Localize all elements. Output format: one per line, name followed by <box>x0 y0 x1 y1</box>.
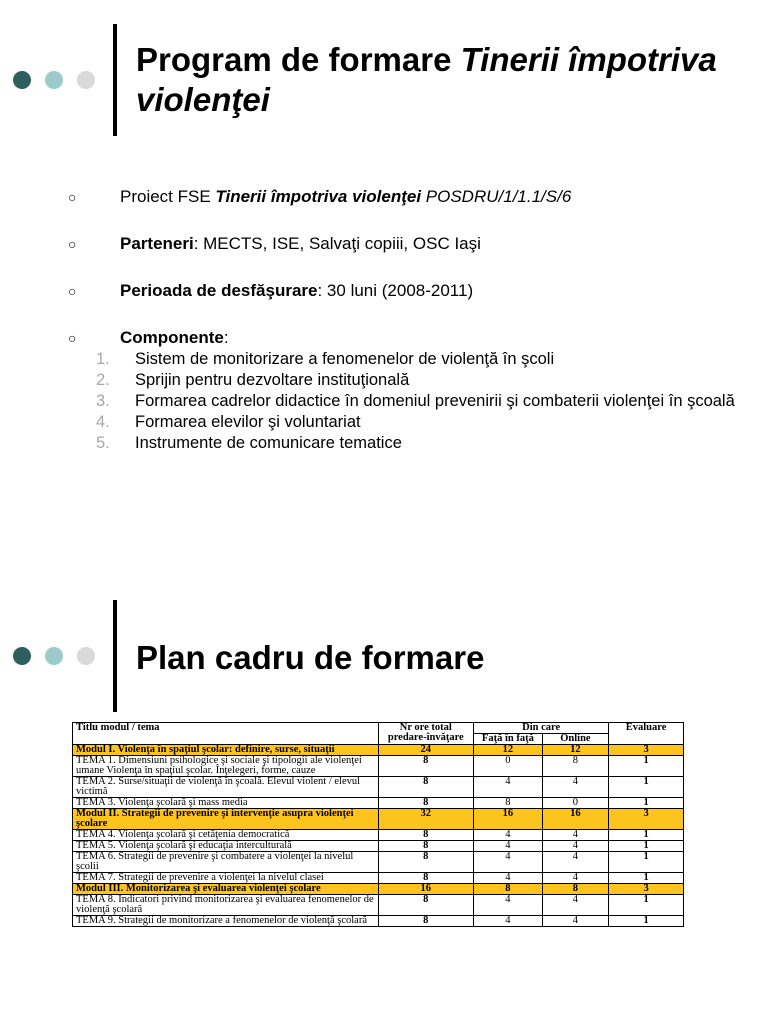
cell-total: 8 <box>378 798 474 809</box>
cell-eval: 1 <box>609 841 684 852</box>
cell-title: TEMA 3. Violenţa şcolară şi mass media <box>73 798 379 809</box>
bullet-project: ○ Proiect FSE Tinerii împotriva violenţei POSDRU/1/1.1/S/6 <box>68 187 572 206</box>
table-row <box>73 756 684 777</box>
bullet-components: ○ Componente: 1. Sistem de monitorizare a fenomenelor de violenţă în şcoli 2. Sprijin pentru dezvoltare instituţională 3. Formarea cadrelor didactice în domeniul prevenirii şi combaterii violenţei în şcoală 4. Formarea elevilor şi voluntariat 5. Instrumente de comunicare tematice <box>68 327 748 454</box>
cell-eval: 1 <box>609 895 684 916</box>
cell-title: TEMA 2. Surse/situaţii de violenţă în şcoală. Elevul violent / elevul victimă <box>73 777 379 798</box>
title-italic: Tinerii împotriva violenţei <box>136 41 717 118</box>
slide-plan-cadru <box>0 560 768 1024</box>
table-row <box>73 841 684 852</box>
dot-dark <box>13 647 31 665</box>
cell-eval: 3 <box>609 745 684 756</box>
cell-title: TEMA 1. Dimensiuni psihologice şi sociale şi tipologii ale violenţei umane Violenţa în spaţiul şcolar. Înţelegeri, forme, cauze <box>73 756 379 777</box>
table-body <box>73 745 684 927</box>
cell-online: 4 <box>542 830 609 841</box>
component-item: 5. Instrumente de comunicare tematice <box>96 434 402 452</box>
cell-eval: 1 <box>609 873 684 884</box>
cell-online: 4 <box>542 916 609 927</box>
dot-gray <box>77 71 95 89</box>
bullet-circle-icon: ○ <box>68 236 77 252</box>
cell-eval: 1 <box>609 916 684 927</box>
cell-fata: 4 <box>474 830 543 841</box>
header-fata: Faţă în faţă <box>474 734 543 745</box>
cell-title: TEMA 8. Indicatori privind monitorizarea şi evaluarea fenomenelor de violenţă şcolară <box>73 895 379 916</box>
cell-online: 4 <box>542 841 609 852</box>
dot-light <box>45 647 63 665</box>
cell-total: 8 <box>378 777 474 798</box>
cell-online: 4 <box>542 777 609 798</box>
cell-eval: 1 <box>609 830 684 841</box>
dot-light <box>45 71 63 89</box>
cell-total: 32 <box>378 809 474 830</box>
cell-eval: 1 <box>609 852 684 873</box>
table-row <box>73 852 684 873</box>
cell-eval: 3 <box>609 884 684 895</box>
cell-fata: 12 <box>474 745 543 756</box>
cell-online: 12 <box>542 745 609 756</box>
components-list <box>68 349 748 454</box>
title-plain: Program de formare <box>136 41 461 78</box>
bullet-partners: ○ Parteneri: MECTS, ISE, Salvaţi copiii, OSC Iaşi <box>68 234 481 253</box>
cell-online: 4 <box>542 895 609 916</box>
component-item: 3. Formarea cadrelor didactice în domeniul prevenirii şi combaterii violenţei în şcoală <box>96 392 735 410</box>
training-plan-table <box>72 722 684 927</box>
cell-title: TEMA 9. Strategii de monitorizare a fenomenelor de violenţă şcolară <box>73 916 379 927</box>
bullet-circle-icon: ○ <box>68 283 77 299</box>
cell-fata: 4 <box>474 916 543 927</box>
dot-dark <box>13 71 31 89</box>
cell-eval: 1 <box>609 798 684 809</box>
cell-fata: 4 <box>474 841 543 852</box>
cell-title: Modul I. Violenţa în spaţiul şcolar: definire, surse, situaţii <box>73 745 379 756</box>
component-item: 1. Sistem de monitorizare a fenomenelor de violenţă în şcoli <box>96 350 555 368</box>
table-header-row <box>73 723 684 734</box>
slide-title: Plan cadru de formare <box>136 639 485 676</box>
cell-title: TEMA 4. Violenţa şcolară şi cetăţenia democratică <box>73 830 379 841</box>
cell-online: 0 <box>542 798 609 809</box>
cell-total: 8 <box>378 852 474 873</box>
cell-online: 8 <box>542 756 609 777</box>
bullet-period: ○ Perioada de desfăşurare: 30 luni (2008-2011) <box>68 281 474 300</box>
slide-decoration-dots <box>13 71 95 89</box>
header-dincare: Din care <box>474 723 609 734</box>
cell-eval: 1 <box>609 777 684 798</box>
cell-fata: 8 <box>474 798 543 809</box>
cell-total: 8 <box>378 830 474 841</box>
cell-online: 4 <box>542 852 609 873</box>
module-row <box>73 745 684 756</box>
cell-fata: 0 <box>474 756 543 777</box>
slide-decoration-dots <box>13 647 95 665</box>
cell-total: 8 <box>378 916 474 927</box>
component-item: 4. Formarea elevilor şi voluntariat <box>96 413 361 431</box>
bullet-list <box>68 186 748 454</box>
header-total: Nr ore total predare-învăţare <box>378 723 474 745</box>
table-row <box>73 916 684 927</box>
cell-total: 24 <box>378 745 474 756</box>
cell-total: 8 <box>378 873 474 884</box>
table-row <box>73 777 684 798</box>
table-row <box>73 873 684 884</box>
bullet-circle-icon: ○ <box>68 189 77 205</box>
module-row <box>73 884 684 895</box>
cell-fata: 4 <box>474 777 543 798</box>
cell-online: 8 <box>542 884 609 895</box>
cell-title: TEMA 7. Strategii de prevenire a violenţei la nivelul clasei <box>73 873 379 884</box>
cell-title: Modul III. Monitorizarea şi evaluarea violenţei şcolare <box>73 884 379 895</box>
cell-eval: 3 <box>609 809 684 830</box>
cell-fata: 4 <box>474 873 543 884</box>
table-row <box>73 830 684 841</box>
cell-online: 4 <box>542 873 609 884</box>
header-eval: Evaluare <box>609 723 684 745</box>
title-divider <box>113 24 117 136</box>
bullet-circle-icon: ○ <box>68 330 77 346</box>
slide-title <box>136 40 756 120</box>
table-row <box>73 895 684 916</box>
module-row <box>73 809 684 830</box>
cell-title: TEMA 6. Strategii de prevenire şi combatere a violenţei la nivelul şcolii <box>73 852 379 873</box>
cell-total: 16 <box>378 884 474 895</box>
cell-online: 16 <box>542 809 609 830</box>
cell-fata: 4 <box>474 852 543 873</box>
cell-total: 8 <box>378 841 474 852</box>
table-row <box>73 798 684 809</box>
dot-gray <box>77 647 95 665</box>
header-title: Titlu modul / tema <box>73 723 379 745</box>
component-item: 2. Sprijin pentru dezvoltare instituţională <box>96 371 410 389</box>
cell-fata: 8 <box>474 884 543 895</box>
cell-total: 8 <box>378 895 474 916</box>
cell-fata: 4 <box>474 895 543 916</box>
cell-eval: 1 <box>609 756 684 777</box>
cell-total: 8 <box>378 756 474 777</box>
cell-fata: 16 <box>474 809 543 830</box>
header-online: Online <box>542 734 609 745</box>
title-divider <box>113 600 117 712</box>
cell-title: TEMA 5. Violenţa şcolară şi educaţia interculturală <box>73 841 379 852</box>
cell-title: Modul II. Strategii de prevenire şi intervenţie asupra violenţei şcolare <box>73 809 379 830</box>
